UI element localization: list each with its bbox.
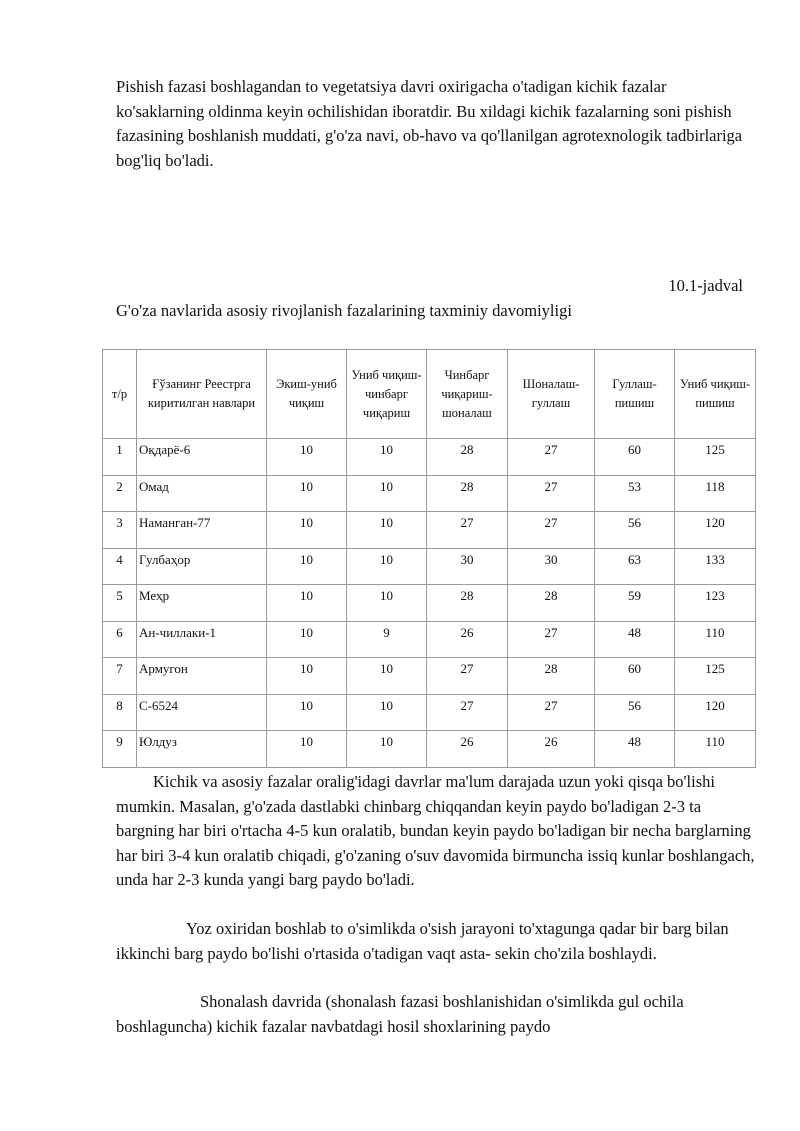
cell-value: 9 [347,621,427,658]
header-cell: т/р [103,350,137,439]
header-cell: Униб чиқиш-пишиш [675,350,756,439]
row-index: 9 [103,731,137,768]
cell-value: 26 [427,731,508,768]
table-header-row [103,350,756,439]
cell-value: 56 [595,512,675,549]
variety-name: Ан-чиллаки-1 [137,621,267,658]
table-row [103,731,756,768]
cell-value: 10 [347,585,427,622]
cell-value: 48 [595,731,675,768]
cell-value: 110 [675,621,756,658]
cell-value: 10 [267,658,347,695]
header-cell: Ғўзанинг Реестрга киритилган навлари [137,350,267,439]
paragraph-3: Yoz oxiridan boshlab to o'simlikda o'sish jarayoni to'xtagunga qadar bir barg bilan ikkinchi barg paydo bo'lishi o'rtasida o'tadigan vaqt asta- sekin cho'zila boshlaydi. [116,919,729,963]
variety-name: Омад [137,475,267,512]
cell-value: 26 [427,621,508,658]
paragraph-2: Kichik va asosiy fazalar oralig'idagi davrlar ma'lum darajada uzun yoki qisqa bo'lishi mumkin. Masalan, g'o'zada dastlabki chinbarg chiqqandan keyin paydo bo'ladigan 2-3 ta bargning har biri o'rtacha 4-5 kun oralatib, bundan keyin paydo bo'ladigan bir necha barglarning har biri 3-4 kun oralatib chiqadi, g'o'zaning o'suv davomida birmuncha issiq kunlar boshlangach, unda har 2-3 kunda yangi barg paydo bo'ladi. [116,772,755,889]
table-row [103,694,756,731]
cell-value: 10 [267,548,347,585]
cell-value: 27 [427,658,508,695]
cell-value: 123 [675,585,756,622]
variety-name: Армугон [137,658,267,695]
row-index: 1 [103,439,137,476]
phase-duration-table [102,349,756,768]
cell-value: 28 [427,585,508,622]
row-index: 7 [103,658,137,695]
cell-value: 10 [347,475,427,512]
row-index: 6 [103,621,137,658]
cell-value: 10 [267,439,347,476]
table-row [103,548,756,585]
cell-value: 27 [508,475,595,512]
cell-value: 27 [427,512,508,549]
cell-value: 30 [508,548,595,585]
cell-value: 28 [427,475,508,512]
variety-name: С-6524 [137,694,267,731]
cell-value: 30 [427,548,508,585]
cell-value: 27 [508,439,595,476]
cell-value: 26 [508,731,595,768]
intro-paragraph: Pishish fazasi boshlagandan to vegetatsiya davri oxirigacha o'tadigan kichik fazalar ko'saklarning oldinma keyin ochilishidan iboratdir. Bu xildagi kichik fazalarning soni pishish fazasining boshlanish muddati, g'o'za navi, ob-havo va qo'llanilgan agrotexnologik tadbirlariga bog'liq bo'ladi. [116,77,743,170]
cell-value: 28 [427,439,508,476]
cell-value: 27 [427,694,508,731]
table-row [103,512,756,549]
variety-name: Юлдуз [137,731,267,768]
header-cell: Шоналаш-гуллаш [508,350,595,439]
cell-value: 10 [347,439,427,476]
row-index: 5 [103,585,137,622]
cell-value: 27 [508,512,595,549]
cell-value: 120 [675,512,756,549]
cell-value: 10 [267,731,347,768]
table-number: 10.1-jadval [668,276,743,295]
cell-value: 10 [347,512,427,549]
row-index: 4 [103,548,137,585]
cell-value: 125 [675,439,756,476]
header-cell: Чинбарг чиқариш-шоналаш [427,350,508,439]
cell-value: 10 [267,621,347,658]
cell-value: 10 [267,694,347,731]
paragraph-4: Shonalash davrida (shonalash fazasi boshlanishidan o'simlikda gul ochila boshlaguncha) kichik fazalar navbatdagi hosil shoxlarining paydo [116,992,684,1036]
cell-value: 59 [595,585,675,622]
cell-value: 28 [508,585,595,622]
cell-value: 60 [595,439,675,476]
header-cell: Униб чиқиш-чинбарг чиқариш [347,350,427,439]
row-index: 3 [103,512,137,549]
cell-value: 10 [347,658,427,695]
variety-name: Гулбаҳор [137,548,267,585]
cell-value: 10 [347,548,427,585]
cell-value: 110 [675,731,756,768]
cell-value: 48 [595,621,675,658]
table-title: G'o'za navlarida asosiy rivojlanish fazalarining taxminiy davomiyligi [116,301,572,320]
cell-value: 27 [508,621,595,658]
cell-value: 133 [675,548,756,585]
cell-value: 56 [595,694,675,731]
row-index: 8 [103,694,137,731]
cell-value: 10 [347,731,427,768]
row-index: 2 [103,475,137,512]
header-cell: Экиш-униб чиқиш [267,350,347,439]
table-row [103,658,756,695]
cell-value: 60 [595,658,675,695]
cell-value: 63 [595,548,675,585]
table-row [103,621,756,658]
cell-value: 27 [508,694,595,731]
cell-value: 10 [347,694,427,731]
variety-name: Наманган-77 [137,512,267,549]
cell-value: 53 [595,475,675,512]
table-row [103,585,756,622]
table-row [103,475,756,512]
cell-value: 10 [267,585,347,622]
variety-name: Меҳр [137,585,267,622]
cell-value: 120 [675,694,756,731]
variety-name: Оқдарё-6 [137,439,267,476]
table-row [103,439,756,476]
cell-value: 118 [675,475,756,512]
cell-value: 125 [675,658,756,695]
header-cell: Гуллаш-пишиш [595,350,675,439]
cell-value: 28 [508,658,595,695]
cell-value: 10 [267,475,347,512]
cell-value: 10 [267,512,347,549]
